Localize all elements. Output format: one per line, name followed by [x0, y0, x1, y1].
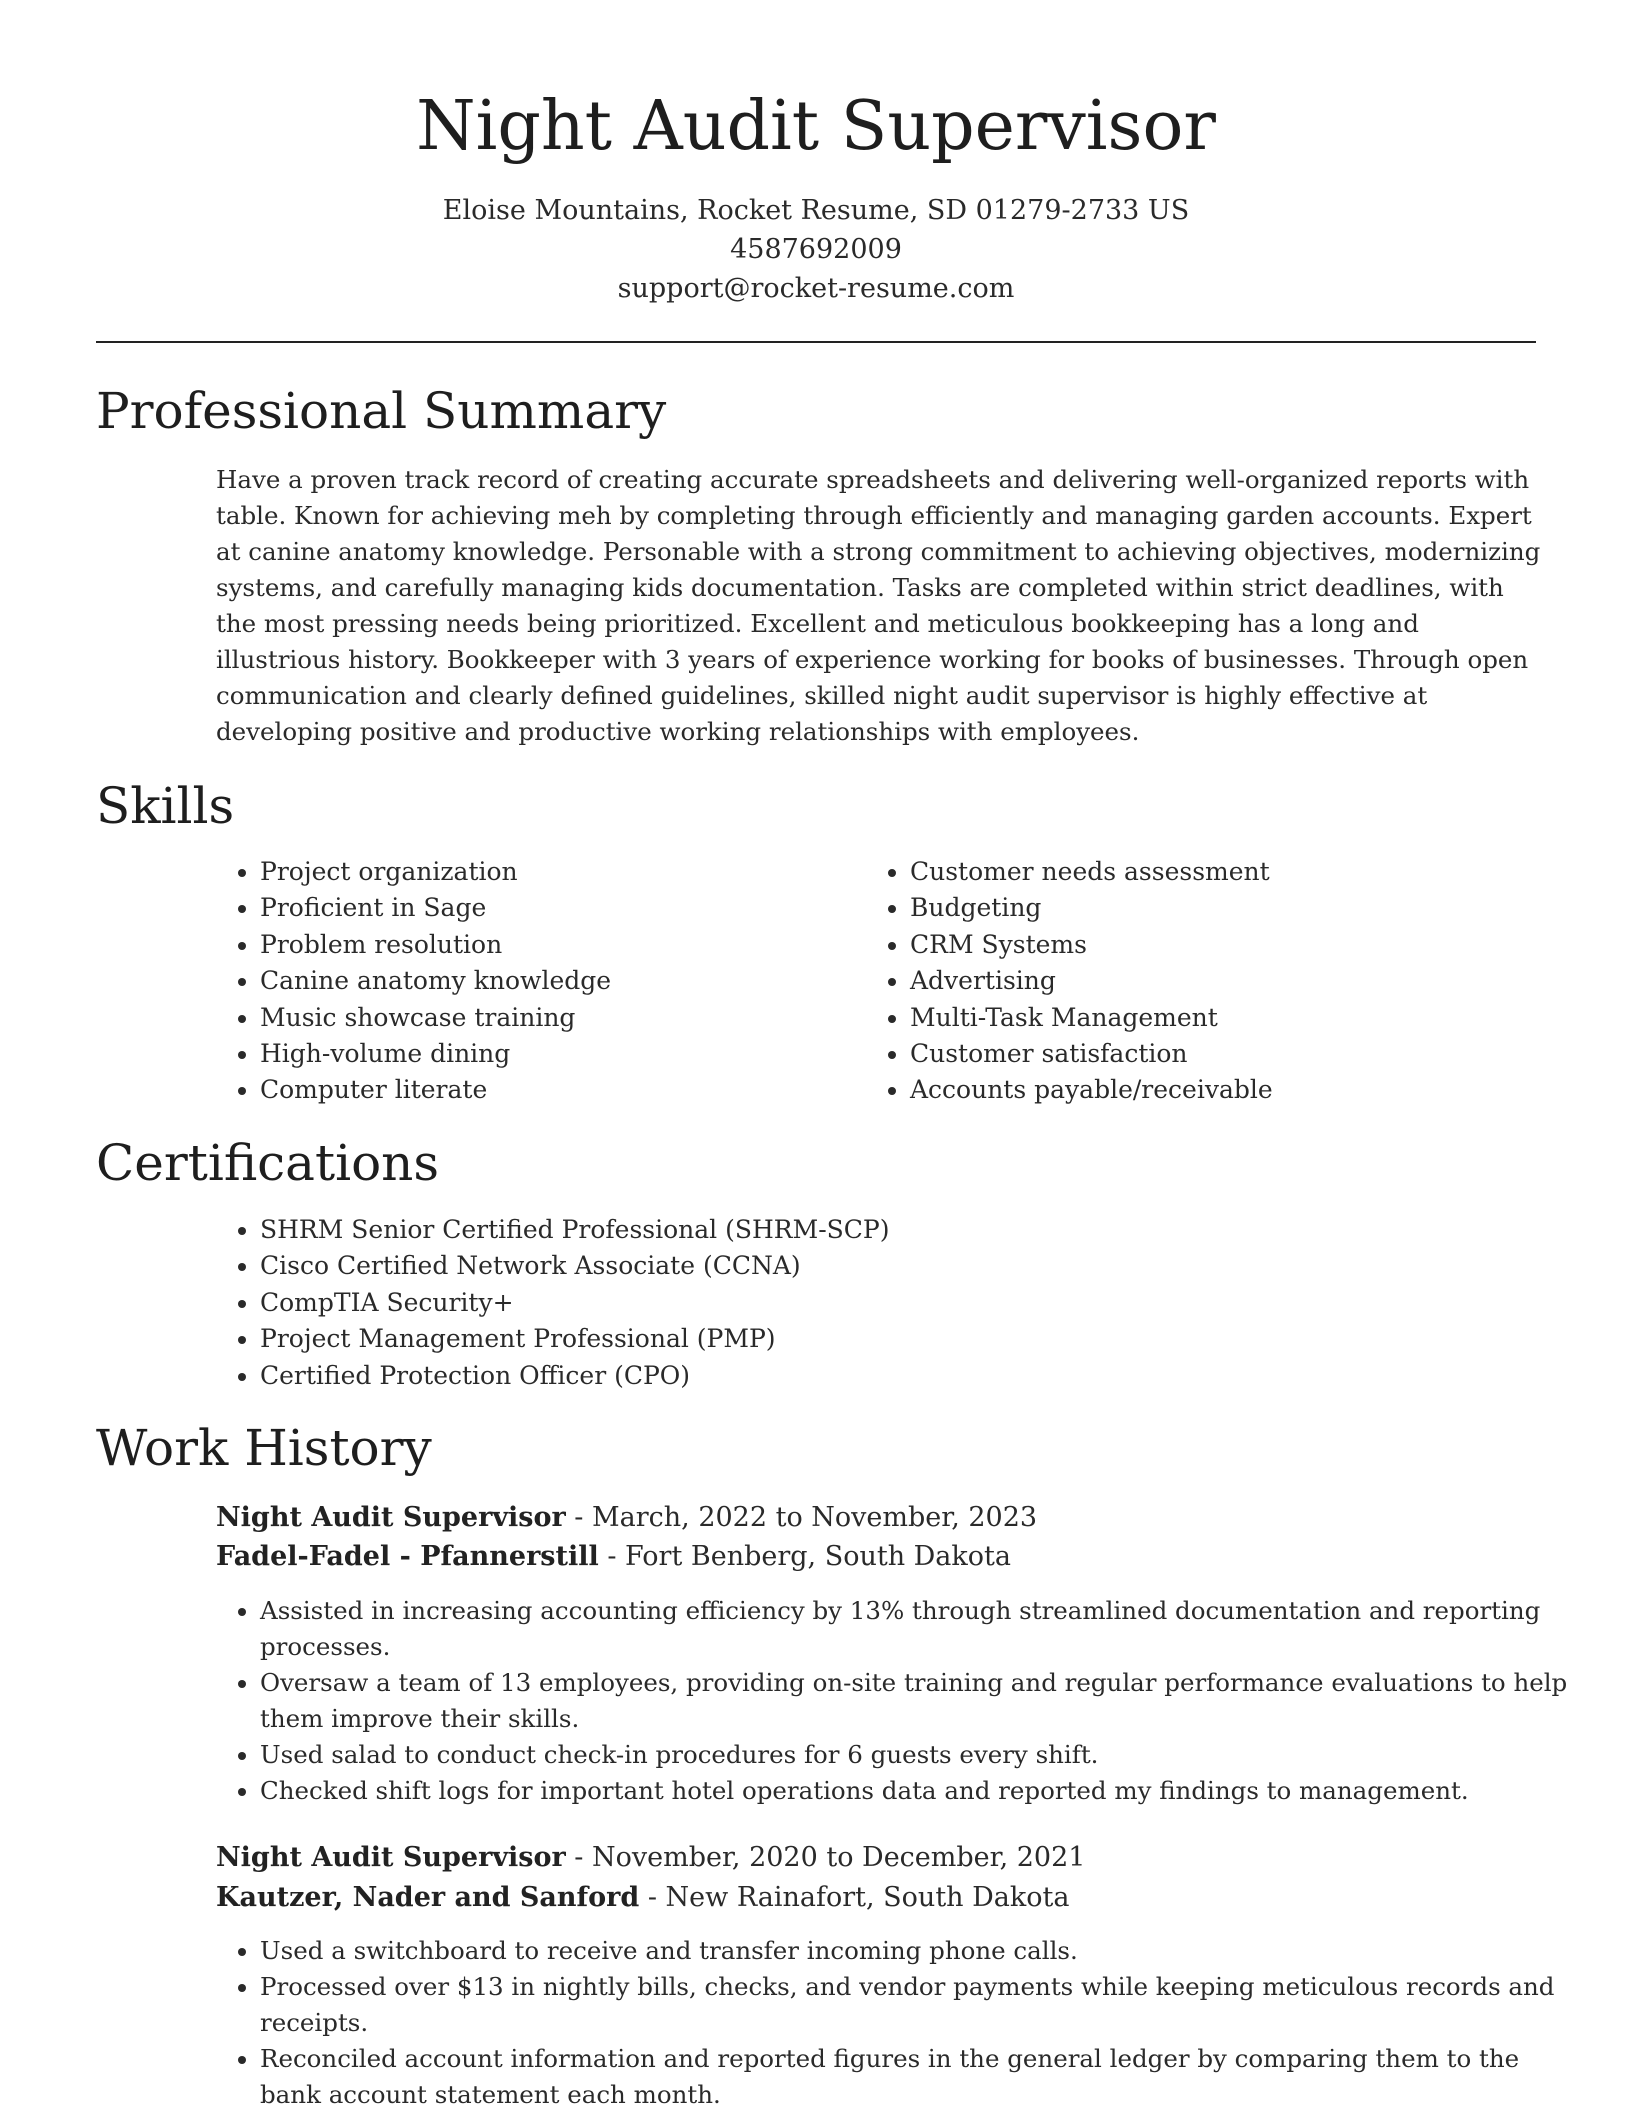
job-bullet: • Oversaw a team of 13 employees, providing on-site training and regular performance evaluations to help them improve their skills. — [260, 1665, 1580, 1737]
job-title-line — [216, 1498, 1037, 1538]
job-location: - Fort Benberg, South Dakota — [598, 1541, 1011, 1572]
certifications-list — [216, 1212, 1460, 1394]
certification-item: • Cisco Certified Network Associate (CCNA) — [260, 1248, 1460, 1284]
job-bullet: • Processed over $13 in nightly bills, checks, and vendor payments while keeping meticulous records and receipts. — [260, 1969, 1580, 2041]
resume-name: Night Audit Supervisor — [416, 87, 1216, 166]
header-divider — [96, 341, 1536, 343]
job-company-line — [216, 1878, 1069, 1918]
job-dates: - November, 2020 to December, 2021 — [565, 1842, 1086, 1873]
job-bullet: • Checked shift logs for important hotel operations data and reported my findings to management. — [260, 1773, 1580, 1809]
skill-item: • Canine anatomy knowledge — [260, 963, 860, 999]
contact-info — [0, 191, 1632, 308]
work-history-heading: Work History — [96, 1419, 432, 1477]
contact-email: support@rocket-resume.com — [617, 273, 1015, 304]
job-location: - New Rainafort, South Dakota — [639, 1882, 1070, 1913]
job-company-line — [216, 1537, 1011, 1577]
skill-item: • Music showcase training — [260, 1000, 860, 1036]
skill-item: • Customer needs assessment — [910, 854, 1550, 890]
skill-item: • Problem resolution — [260, 927, 860, 963]
job-bullet: • Used a switchboard to receive and transfer incoming phone calls. — [260, 1933, 1580, 1969]
skill-item: • Multi-Task Management — [910, 1000, 1550, 1036]
summary-heading: Professional Summary — [96, 382, 667, 440]
summary-text: Have a proven track record of creating accurate spreadsheets and delivering well-organized reports with table. Known for achieving meh by completing through efficiently and managing garden accounts. Expert at canine anatomy knowledge. Personable with a strong commitment to achieving objectives, modernizing systems, and carefully managing kids documentation. Tasks are completed within strict deadlines, with the most pressing needs being prioritized. Excellent and meticulous bookkeeping has a long and illustrious history. Bookkeeper with 3 years of experience working for books of businesses. Through open communication and clearly defined guidelines, skilled night audit supervisor is highly effective at developing positive and productive working relationships with employees. — [216, 465, 1541, 746]
skill-item: • Customer satisfaction — [910, 1036, 1550, 1072]
skill-item: • Accounts payable/receivable — [910, 1072, 1550, 1108]
contact-address: Eloise Mountains, Rocket Resume, SD 01279-2733 US — [442, 195, 1190, 226]
skill-item: • Computer literate — [260, 1072, 860, 1108]
job-bullets — [216, 1933, 1580, 2113]
job-bullet: • Reconciled account information and reported figures in the general ledger by comparing them to the bank account statement each month. — [260, 2041, 1580, 2113]
skills-list-right — [866, 854, 1550, 1109]
job-bullet: • Assisted in increasing accounting efficiency by 13% through streamlined documentation and reporting processes. — [260, 1593, 1580, 1665]
skill-item: • Proficient in Sage — [260, 890, 860, 926]
skills-list-left — [216, 854, 860, 1109]
job-bullets — [216, 1593, 1580, 1809]
job-role: Night Audit Supervisor — [216, 1842, 566, 1873]
job-bullet: • Used salad to conduct check-in procedures for 6 guests every shift. — [260, 1737, 1580, 1773]
skill-item: • Advertising — [910, 963, 1550, 999]
job-role: Night Audit Supervisor — [216, 1502, 566, 1533]
certification-item: • CompTIA Security+ — [260, 1285, 1460, 1321]
skill-item: • CRM Systems — [910, 927, 1550, 963]
job-dates: - March, 2022 to November, 2023 — [565, 1502, 1038, 1533]
certifications-heading: Certifications — [96, 1134, 440, 1192]
skill-item: • Project organization — [260, 854, 860, 890]
contact-phone: 4587692009 — [730, 234, 902, 265]
skill-item: • Budgeting — [910, 890, 1550, 926]
skill-item: • High-volume dining — [260, 1036, 860, 1072]
job-company: Fadel-Fadel - Pfannerstill — [216, 1541, 599, 1572]
certification-item: • Certified Protection Officer (CPO) — [260, 1358, 1460, 1394]
skills-heading: Skills — [96, 777, 235, 835]
certification-item: • Project Management Professional (PMP) — [260, 1321, 1460, 1357]
job-title-line — [216, 1838, 1085, 1878]
certification-item: • SHRM Senior Certified Professional (SHRM-SCP) — [260, 1212, 1460, 1248]
job-company: Kautzer, Nader and Sanford — [216, 1882, 640, 1913]
